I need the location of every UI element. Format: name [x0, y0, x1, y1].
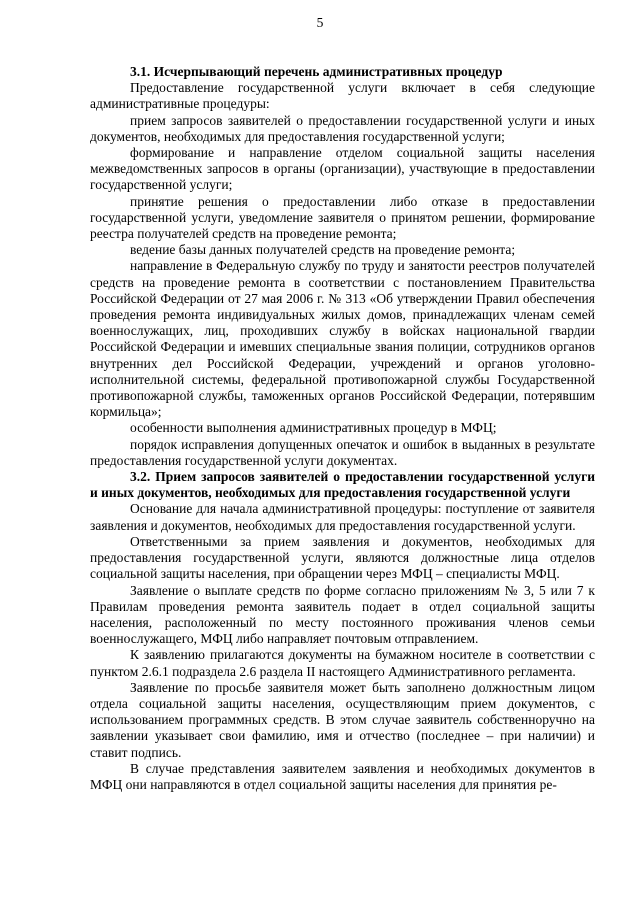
- paragraph: Основание для начала административной процедуры: поступление от заявителя заявления и документов, необходимых для предоставления государственной услуги.: [90, 501, 595, 533]
- document-body: [90, 64, 595, 793]
- section-heading: 3.2. Прием запросов заявителей о предоставлении государственной услуги и иных документов, необходимых для предоставления государственной услуги: [90, 469, 595, 501]
- paragraph: прием запросов заявителей о предоставлении государственной услуги и иных документов, необходимых для предоставления государственной услуги;: [90, 112, 595, 144]
- paragraph: В случае представления заявителем заявления и необходимых документов в МФЦ они направляются в отдел социальной защиты населения для принятия ре-: [90, 760, 595, 792]
- paragraph: Предоставление государственной услуги включает в себя следующие административные процедуры:: [90, 80, 595, 112]
- paragraph: Заявление о выплате средств по форме согласно приложениям № 3, 5 или 7 к Правилам проведения ремонта заявитель подает в отдел социальной защиты населения, расположенный по месту постоянного проживания членов семьи военнослужащего, МФЦ либо направляет почтовым отправлением.: [90, 582, 595, 647]
- paragraph: порядок исправления допущенных опечаток и ошибок в выданных в результате предоставления государственной услуги документах.: [90, 436, 595, 468]
- paragraph: формирование и направление отделом социальной защиты населения межведомственных запросов в органы (организации), участвующие в предоставлении государственной услуги;: [90, 145, 595, 193]
- paragraph: особенности выполнения административных процедур в МФЦ;: [130, 420, 497, 436]
- paragraph: ведение базы данных получателей средств на проведение ремонта;: [130, 242, 516, 258]
- section-heading: 3.1. Исчерпывающий перечень административных процедур: [130, 64, 503, 79]
- paragraph: принятие решения о предоставлении либо отказе в предоставлении государственной услуги, уведомление заявителя о принятом решении, формирование реестра получателей средств на проведение ремонта;: [90, 193, 595, 242]
- paragraph: К заявлению прилагаются документы на бумажном носителе в соответствии с пунктом 2.6.1 подраздела 2.6 раздела II настоящего Административного регламента.: [90, 647, 595, 679]
- page-number: 5: [316, 15, 324, 30]
- paragraph: Ответственными за прием заявления и документов, необходимых для предоставления государственной услуги, являются должностные лица отделов социальной защиты населения, при обращении через МФЦ – специалисты МФЦ.: [90, 533, 595, 582]
- paragraph: Заявление по просьбе заявителя может быть заполнено должностным лицом отдела социальной защиты населения, осуществляющим прием документов, с использованием программных средств. В этом случае заявитель собственноручно на заявлении указывает свои фамилию, имя и отчество (последнее – при наличии) и ставит подпись.: [90, 679, 595, 760]
- paragraph: направление в Федеральную службу по труду и занятости реестров получателей средств на проведение ремонта в соответствии с постановлением Правительства Российской Федерации от 27 мая 2006 г. № 313 «Об утверждении Правил обеспечения проведения ремонта индивидуальных жилых домов, принадлежащих членам семей военнослужащих, лиц, проходивших службу в войсках национальной гвардии Российской Федерации и имевших специальные звания полиции, сотрудников органов внутренних дел Российской Федерации, учреждений и органов уголовно-исполнительной системы, федеральной противопожарной службы Государственной противопожарной службы, таможенных органов Российской Федерации, потерявшим кормильца»;: [90, 258, 595, 420]
